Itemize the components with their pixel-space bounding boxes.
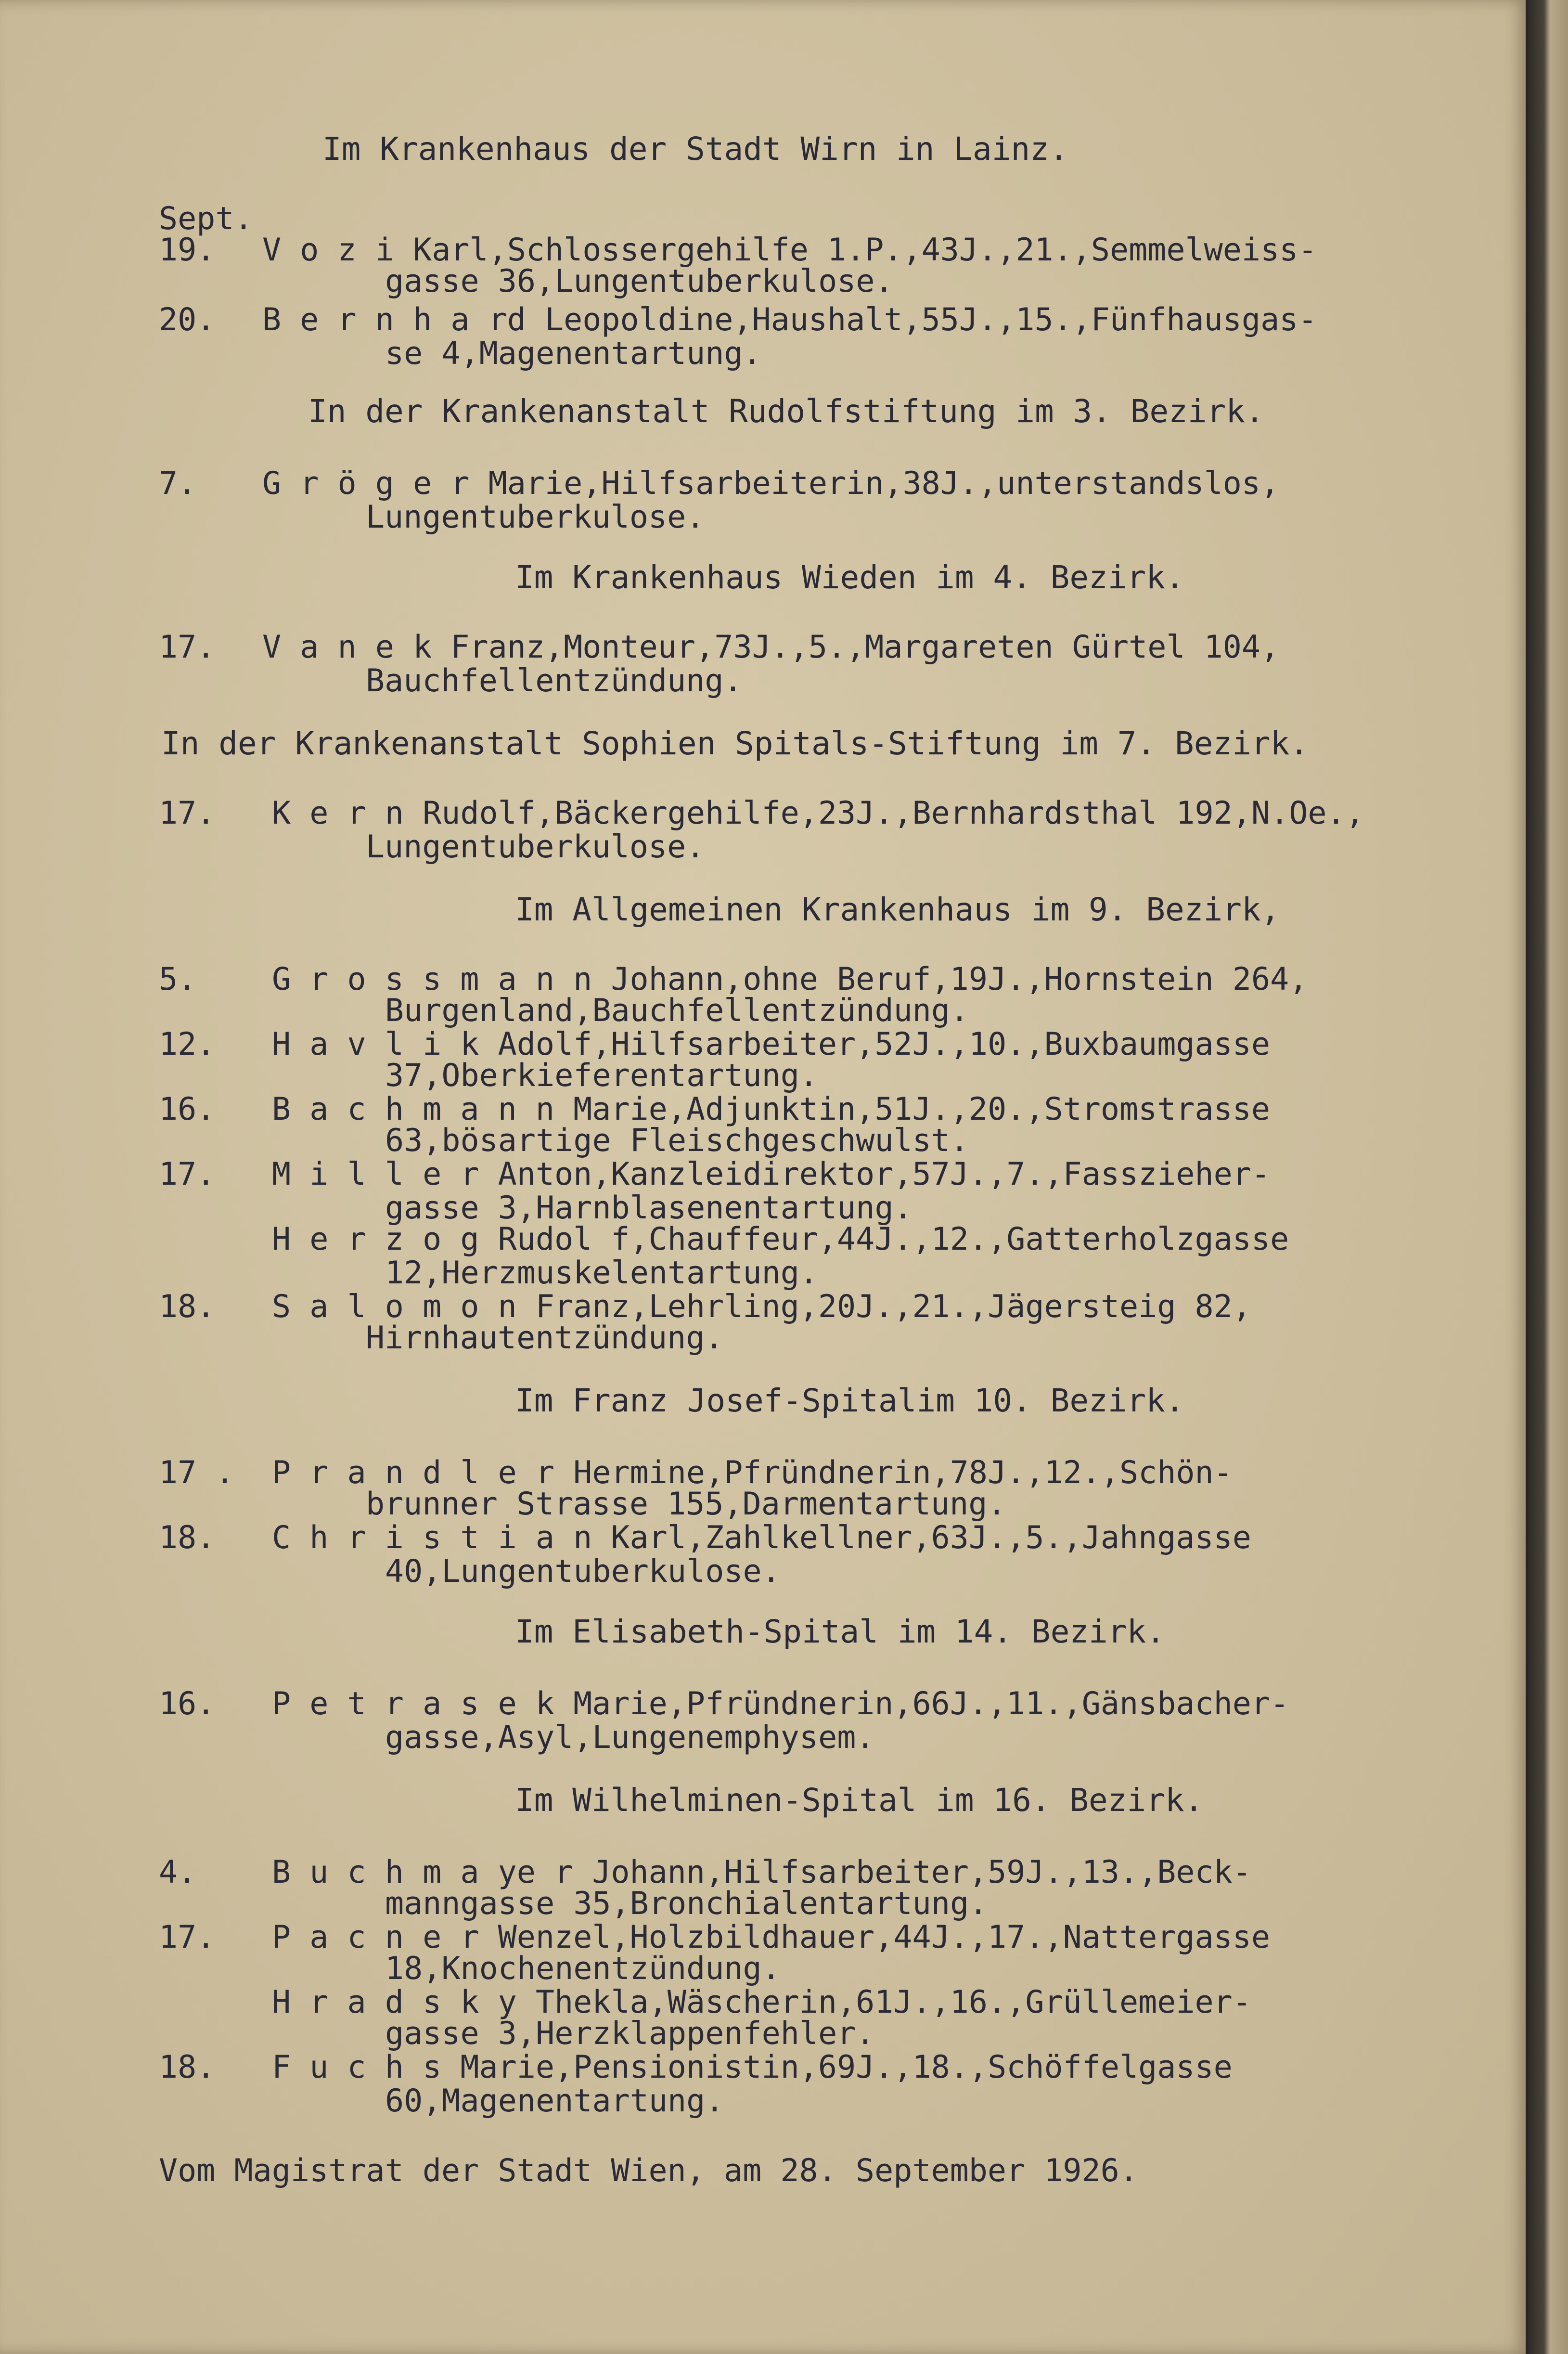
entry-date: 4. [159,1854,197,1890]
section-heading-rudolfstiftung: In der Krankenanstalt Rudolfstiftung im 3. Bezirk. [308,393,1264,430]
entry-line2: Lungentuberkulose. [366,829,705,865]
entry-date: 20. [159,302,216,338]
entry-date: 18. [159,1520,216,1556]
entry-date: 17 . [159,1455,234,1491]
entry-line1: H e r z o g Rudol f,Chauffeur,44J.,12.,Gatterholzgasse [272,1221,1289,1257]
entry-line2: 63,bösartige Fleischgeschwulst. [385,1123,969,1159]
entry-line2: 37,Oberkieferentartung. [385,1058,819,1094]
section-heading-allgemeines: Im Allgemeinen Krankenhaus im 9. Bezirk, [515,891,1280,928]
entry-line1: G r o s s m a n n Johann,ohne Beruf,19J.,Hornstein 264, [272,961,1308,997]
entry-line2: gasse 36,Lungentuberkulose. [385,263,894,299]
section-heading-wilhelminen: Im Wilhelminen-Spital im 16. Bezirk. [515,1782,1204,1819]
entry-line1: F u c h s Marie,Pensionistin,69J.,18.,Schöffelgasse [272,2049,1233,2085]
entry-line2: Burgenland,Bauchfellentzündung. [385,993,969,1029]
entry-line2: manngasse 35,Bronchialentartung. [385,1886,988,1922]
entry-line1: P r a n d l e r Hermine,Pfründnerin,78J.,12.,Schön- [272,1455,1233,1491]
entry-line2: Bauchfellentzündung. [366,663,743,699]
entry-date: 7. [159,466,197,502]
entry-line2: Lungentuberkulose. [366,499,705,535]
entry-line2: gasse 3,Harnblasenentartung. [385,1190,913,1226]
entry-line1: S a l o m o n Franz,Lehrling,20J.,21.,Jägersteig 82, [272,1289,1251,1325]
entry-line2: 18,Knochenentzündung. [385,1951,781,1987]
entry-line1: M i l l e r Anton,Kanzleidirektor,57J.,7.,Fasszieher- [272,1156,1271,1192]
section-heading-sophien: In der Krankenanstalt Sophien Spitals-Stiftung im 7. Bezirk. [161,725,1309,762]
entry-line1: H a v l i k Adolf,Hilfsarbeiter,52J.,10.,Buxbaumgasse [272,1026,1271,1062]
entry-line1: V a n e k Franz,Monteur,73J.,5.,Margareten Gürtel 104, [262,629,1280,665]
footer-signature-line: Vom Magistrat der Stadt Wien, am 28. September 1926. [159,2153,1138,2189]
section-heading-wieden: Im Krankenhaus Wieden im 4. Bezirk. [515,559,1184,596]
entry-line1: K e r n Rudolf,Bäckergehilfe,23J.,Bernhardsthal 192,N.Oe., [272,795,1364,831]
entry-line2: brunner Strasse 155,Darmentartung. [366,1486,1006,1522]
entry-line2: gasse,Asyl,Lungenemphysem. [385,1720,875,1756]
entry-line2: se 4,Magenentartung. [385,336,762,372]
entry-date: 12. [159,1026,216,1062]
entry-line1: B a c h m a n n Marie,Adjunktin,51J.,20.,Stromstrasse [272,1091,1271,1127]
entry-date: 17. [159,629,216,665]
entry-line1: B e r n h a rd Leopoldine,Haushalt,55J.,15.,Fünfhausgas- [262,302,1317,338]
entry-line2: 60,Magenentartung. [385,2083,724,2119]
entry-line1: P a c n e r Wenzel,Holzbildhauer,44J.,17.,Nattergasse [272,1919,1271,1955]
adjacent-page-edge [1528,0,1568,2354]
entry-line1: B u c h m a ye r Johann,Hilfsarbeiter,59J.,13.,Beck- [272,1854,1251,1890]
section-heading-franz-josef: Im Franz Josef-Spitalim 10. Bezirk. [515,1382,1184,1419]
entry-date: 17. [159,1156,216,1192]
entry-line2: 12,Herzmuskelentartung. [385,1255,819,1291]
entry-line1: C h r i s t i a n Karl,Zahlkellner,63J.,5.,Jahngasse [272,1520,1251,1556]
entry-date: 19. [159,232,216,268]
entry-line1: P e t r a s e k Marie,Pfründnerin,66J.,11.,Gänsbacher- [272,1686,1289,1722]
entry-line2: 40,Lungentuberkulose. [385,1553,781,1590]
entry-line1: G r ö g e r Marie,Hilfsarbeiterin,38J.,unterstandslos, [262,466,1280,502]
entry-date: 17. [159,795,216,831]
entry-date: 17. [159,1919,216,1955]
entry-line1: V o z i Karl,Schlossergehilfe 1.P.,43J.,21.,Semmelweiss- [262,232,1317,268]
entry-line1: H r a d s k y Thekla,Wäscherin,61J.,16.,Grüllemeier- [272,1984,1251,2020]
entry-date: 16. [159,1091,216,1127]
entry-date: 5. [159,961,197,997]
month-label: Sept. [159,201,253,237]
section-heading-elisabeth: Im Elisabeth-Spital im 14. Bezirk. [515,1613,1166,1650]
entry-date: 18. [159,1289,216,1325]
entry-line2: gasse 3,Herzklappenfehler. [385,2016,875,2052]
entry-date: 18. [159,2049,216,2085]
entry-date: 16. [159,1686,216,1722]
entry-line2: Hirnhautentzündung. [366,1320,724,1356]
section-heading-lainz: Im Krankenhaus der Stadt Wirn in Lainz. [322,130,1068,168]
